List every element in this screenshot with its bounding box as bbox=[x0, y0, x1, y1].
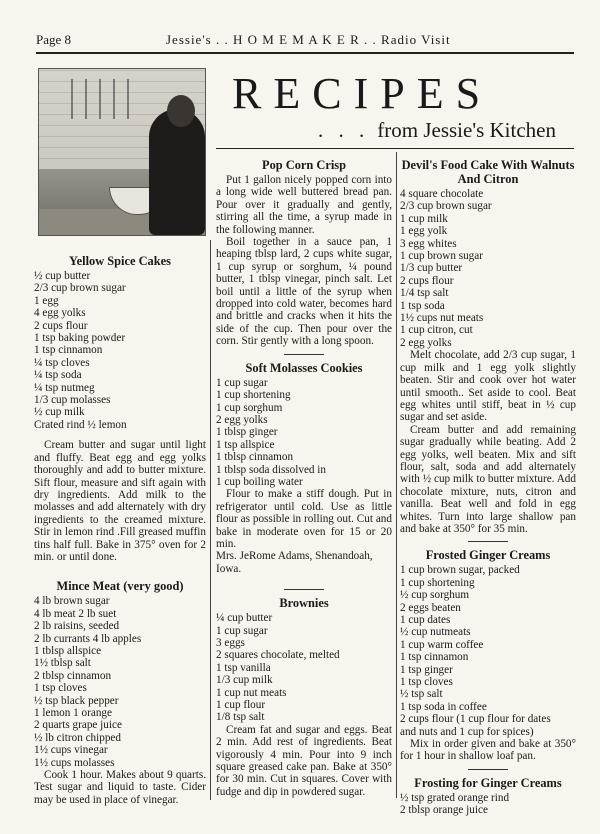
header-rule bbox=[36, 52, 574, 54]
ingredient-line: ¼ tsp cloves bbox=[34, 356, 90, 369]
ingredient-line: 1 tblsp allspice bbox=[34, 644, 102, 657]
ingredient-line: 1 tblsp cinnamon bbox=[216, 451, 294, 464]
recipe-soft-molasses-cookies bbox=[216, 361, 392, 576]
ingredient-line: 1 tsp cinnamon bbox=[400, 651, 469, 664]
ingredient-list bbox=[400, 792, 576, 817]
ingredient-line: ½ tsp black pepper bbox=[34, 694, 119, 707]
subtitle-dots: . . . bbox=[318, 118, 370, 142]
ingredient-line: 1 cup flour bbox=[216, 699, 266, 712]
ingredient-line: 1 egg yolk bbox=[400, 225, 448, 238]
recipe-directions: Cook 1 hour. Makes about 9 quarts. Test sugar and liquid to taste. Cider may be used in place of vinegar. bbox=[34, 769, 206, 806]
ingredient-line: 1 cup shortening bbox=[216, 389, 291, 402]
recipe-title: Soft Molasses Cookies bbox=[245, 360, 363, 375]
ingredient-line: 2 squares chocolate, melted bbox=[216, 649, 340, 662]
recipe-title: Mince Meat (very good) bbox=[56, 579, 184, 594]
recipe-brownies bbox=[216, 596, 392, 798]
ingredient-line: 2 egg yolks bbox=[400, 336, 452, 349]
ingredient-list bbox=[216, 377, 392, 489]
ingredient-line: 1/3 cup molasses bbox=[34, 394, 111, 407]
page-header bbox=[36, 30, 574, 50]
recipe-pop-corn-crisp bbox=[216, 158, 392, 348]
recipe-devils-food-cake bbox=[400, 158, 576, 535]
ingredient-list bbox=[34, 270, 206, 431]
ingredient-line: 2 egg yolks bbox=[216, 413, 268, 426]
ingredient-line: 1/4 tsp salt bbox=[400, 287, 449, 300]
column-rule-1 bbox=[210, 240, 211, 800]
ingredient-line: ¼ tsp soda bbox=[34, 369, 82, 382]
ingredient-line: 1 tsp cloves bbox=[400, 676, 453, 689]
recipe-directions: Cream fat and sugar and eggs. Beat 2 min. Add rest of ingredients. Beat vigorously 4 min. Pour into 9 inch square greased cake pan. Bake at 350° for 30 min. Cut in squares. Cover with fudge and dip in powdered sugar. bbox=[216, 723, 392, 798]
ingredient-line: 1 cup brown sugar bbox=[400, 250, 483, 263]
ingredient-line: 1 lemon 1 orange bbox=[34, 707, 112, 719]
ingredient-line: 4 lb brown sugar bbox=[34, 595, 110, 608]
ingredient-line: 1/8 tsp salt bbox=[216, 711, 265, 724]
recipe-frosted-ginger-creams bbox=[400, 548, 576, 763]
ingredient-line: 2 tblsp cinnamon bbox=[34, 669, 112, 682]
ingredient-line: 2 quarts grape juice bbox=[34, 719, 122, 732]
ingredient-line: 1 cup boiling water bbox=[216, 475, 303, 488]
ingredient-list bbox=[216, 612, 392, 724]
ingredient-line: 2 tblsp orange juice bbox=[400, 804, 488, 817]
ingredient-line: Crated rind ½ lemon bbox=[34, 418, 127, 431]
recipe-title: Devil's Food Cake With Walnuts And Citron bbox=[401, 158, 575, 186]
ingredient-line: 1 tblsp ginger bbox=[216, 426, 278, 439]
recipe-title: Frosting for Ginger Creams bbox=[414, 775, 562, 790]
recipe-paragraph: Boil together in a sauce pan, 1 heaping tblsp lard, 2 cups white sugar, 1 cup syrup or sorghum, ¼ pound butter, 1 tblsp vinegar, pinch salt. Let boil until a little of the syrup when dropped into cold water, becomes hard and brittle and cracks when it hits the side of the cup. Then pour over the corn. Stir gently with a long spoon. bbox=[216, 236, 392, 348]
ingredient-line: 4 square chocolate bbox=[400, 188, 484, 200]
ingredient-list bbox=[400, 188, 576, 349]
recipe-frosting-ginger-creams bbox=[400, 776, 576, 817]
ingredient-line: 1 tsp cinnamon bbox=[34, 344, 103, 357]
divider bbox=[284, 589, 324, 590]
heading-rule bbox=[216, 148, 574, 149]
ingredient-line: ½ tsp grated orange rind bbox=[400, 791, 510, 804]
recipe-title: Pop Corn Crisp bbox=[262, 158, 346, 172]
ingredient-line: ½ cup butter bbox=[34, 270, 91, 282]
ingredient-line: 1 tsp soda bbox=[400, 299, 445, 312]
recipe-mince-meat bbox=[34, 579, 206, 806]
recipe-paragraph: Melt chocolate, add 2/3 cup sugar, 1 cup milk and 1 egg yolk slightly beaten. Stir and cook over hot water until smooth.. Set aside to cool. Beat egg whites until stiff, beat in ½ cup sugar and set aside. bbox=[400, 349, 576, 424]
kitchen-photo bbox=[38, 68, 206, 236]
publication-title: Jessie's . . H O M E M A K E R . . Radio Visit bbox=[166, 32, 451, 47]
recipes-title: RECIPES bbox=[232, 69, 493, 118]
ingredient-line: 4 lb meat 2 lb suet bbox=[34, 607, 117, 620]
column-rule-2 bbox=[396, 152, 397, 798]
recipe-directions: Cream butter and sugar until light and fluffy. Beat egg and egg yolks thoroughly and add to butter mixture. Sift flour, measure and sift again with dry ingredients. Add milk to the molasses and add alternately with dry ingredients to the creamed mixture. Stir in lemon rind .Fill greased muffin tins half full. Bake in 375° oven for 2 min. or until done. bbox=[34, 439, 206, 563]
ingredient-line: ½ cup milk bbox=[34, 406, 85, 419]
ingredient-line: 1 cup dates bbox=[400, 614, 451, 626]
recipe-title: Brownies bbox=[279, 596, 329, 611]
ingredient-line: and nuts and 1 cup for spices) bbox=[400, 725, 534, 738]
ingredient-line: 1 egg bbox=[34, 294, 59, 307]
ingredient-line: 1 cup nut meats bbox=[216, 686, 287, 699]
recipe-directions: Mix in order given and bake at 350° for 1 hour in shallow loaf pan. bbox=[400, 738, 576, 763]
ingredient-line: 1 tsp vanilla bbox=[216, 661, 271, 674]
ingredient-line: 1 cup sugar bbox=[216, 376, 268, 389]
page-number: Page 8 bbox=[36, 32, 72, 47]
ingredient-line: 1 tsp baking powder bbox=[34, 332, 126, 345]
ingredient-line: ¼ cup butter bbox=[216, 612, 273, 625]
ingredient-line: 2 cups flour bbox=[400, 274, 454, 287]
ingredient-line: ½ cup nutmeats bbox=[400, 626, 471, 639]
ingredient-line: 4 egg yolks bbox=[34, 307, 86, 320]
ingredient-line: 1 tsp soda in coffee bbox=[400, 700, 487, 713]
ingredient-line: 3 eggs bbox=[216, 637, 245, 649]
ingredient-line: 1½ cups molasses bbox=[34, 756, 115, 769]
recipe-directions: Flour to make a stiff dough. Put in refrigerator until cold. Use as little flour as possible in rolling out. Cut and bake in moderate oven for 15 or 20 min. bbox=[216, 488, 392, 550]
divider bbox=[284, 354, 324, 355]
ingredient-line: 1 cup citron, cut bbox=[400, 324, 473, 337]
ingredient-line: 2/3 cup brown sugar bbox=[34, 282, 126, 295]
column-2 bbox=[216, 158, 392, 798]
subtitle-text: from Jessie's Kitchen bbox=[377, 118, 556, 142]
ingredient-line: 3 egg whites bbox=[400, 237, 457, 250]
ingredient-line: 2/3 cup brown sugar bbox=[400, 200, 492, 213]
ingredient-line: 2 eggs beaten bbox=[400, 601, 461, 614]
ingredient-line: 1½ cups vinegar bbox=[34, 744, 108, 757]
ingredient-line: 1/3 cup milk bbox=[216, 674, 273, 687]
ingredient-line: 1½ cups nut meats bbox=[400, 312, 484, 325]
ingredient-line: 2 lb raisins, seeded bbox=[34, 620, 120, 633]
recipe-title: Frosted Ginger Creams bbox=[425, 548, 551, 563]
ingredient-line: ½ tsp salt bbox=[400, 688, 443, 701]
recipe-title: Yellow Spice Cakes bbox=[69, 254, 171, 268]
ingredient-line: ½ lb citron chipped bbox=[34, 731, 121, 744]
ingredient-line: 1/3 cup butter bbox=[400, 262, 463, 275]
ingredient-line: 1 cup warm coffee bbox=[400, 638, 484, 651]
divider bbox=[468, 541, 508, 542]
ingredient-line: 1 cup sorghum bbox=[216, 401, 283, 414]
recipe-paragraph: Cream butter and add remaining sugar gradually while beating. Add 2 egg yolks, well beaten. Mix and sift flour, salt, soda and add alternately with ½ cup milk to butter mixture. Add chocolate mixture, nuts, citron and vanilla. Beat well and fold in egg whites. Turn into large shallow pan and bake at 350° for 35 min. bbox=[400, 423, 576, 535]
ingredient-list bbox=[34, 595, 206, 769]
column-3 bbox=[400, 158, 576, 817]
recipe-yellow-spice-cakes bbox=[34, 254, 206, 563]
ingredient-line: 1 tsp cloves bbox=[34, 682, 87, 695]
ingredient-line: 2 cups flour bbox=[34, 319, 88, 332]
ingredient-line: 1 cup milk bbox=[400, 212, 448, 225]
ingredient-line: 1 cup shortening bbox=[400, 576, 475, 589]
ingredient-line: 2 cups flour (1 cup flour for dates bbox=[400, 713, 551, 726]
ingredient-list bbox=[400, 564, 576, 738]
recipe-credit: Mrs. JeRome Adams, Shenandoah, Iowa. bbox=[216, 550, 373, 575]
column-1 bbox=[34, 254, 206, 806]
recipe-paragraph: Put 1 gallon nicely popped corn into a long wide well buttered bread pan. Pour over it gradually and gently, stirring all the time, a syrup made in the following manner. bbox=[216, 174, 392, 236]
ingredient-line: ½ cup sorghum bbox=[400, 589, 470, 602]
ingredient-line: 1 tsp ginger bbox=[400, 663, 453, 676]
ingredient-line: 1 cup sugar bbox=[216, 624, 268, 637]
ingredient-line: 1 cup brown sugar, packed bbox=[400, 564, 520, 577]
divider bbox=[468, 769, 508, 770]
ingredient-line: 1½ tblsp salt bbox=[34, 657, 91, 670]
ingredient-line: 2 lb currants 4 lb apples bbox=[34, 632, 142, 645]
recipes-subtitle bbox=[318, 118, 580, 142]
ingredient-line: 1 tsp allspice bbox=[216, 438, 275, 451]
ingredient-line: 1 tblsp soda dissolved in bbox=[216, 463, 327, 476]
ingredient-line: ¼ tsp nutmeg bbox=[34, 381, 95, 394]
